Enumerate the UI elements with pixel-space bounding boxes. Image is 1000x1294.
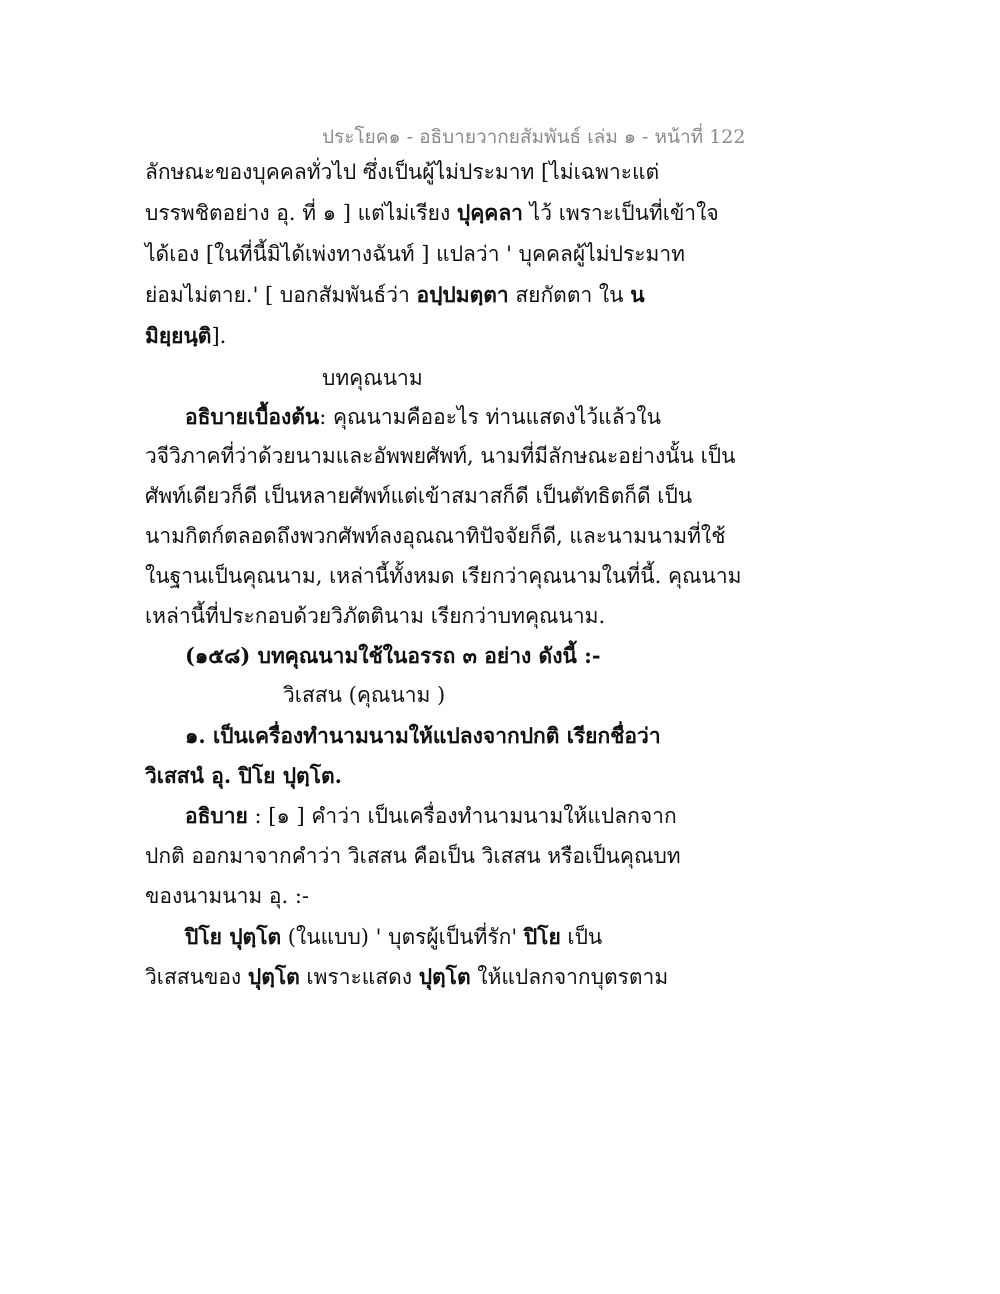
text-run: ของนามนาม อุ. :-	[145, 884, 310, 908]
text-line	[185, 721, 661, 751]
text-line	[145, 481, 692, 511]
text-run: : คุณนามคืออะไร ท่านแสดงไว้แล้วใน	[319, 405, 661, 429]
text-run: ในฐานเป็นคุณนาม, เหล่านี้ทั้งหมด เรียกว่าคุณนามในที่นี้. คุณนาม	[145, 564, 742, 588]
section-title	[322, 363, 423, 393]
text-run: : [๑ ] คำว่า เป็นเครื่องทำนามนามให้แปลกจาก	[247, 804, 677, 828]
text-line	[145, 239, 685, 269]
text-line	[145, 601, 605, 631]
text-line	[145, 761, 342, 791]
text-line	[145, 962, 668, 992]
text-line	[145, 441, 735, 471]
text-run: ได้เอง [ในที่นี้มิได้เพ่งทางฉันท์ ] แปลว่า ' บุคคลผู้ไม่ประมาท	[145, 242, 685, 266]
page-header: ประโยค๑ - อธิบายวากยสัมพันธ์ เล่ม ๑ - หน้าที่ 122	[322, 126, 746, 148]
text-run: (ในแบบ) ' บุตรผู้เป็นที่รัก'	[281, 925, 524, 949]
bold-heading: (๑๕๘) บทคุณนามใช้ในอรรถ ๓ อย่าง ดังนี้ :-	[185, 643, 601, 668]
text-line	[145, 521, 725, 551]
bold-term: อธิบายเบื้องต้น	[185, 404, 320, 429]
text-run: ปกติ ออกมาจากคำว่า วิเสสน คือเป็น วิเสสน หรือเป็นคุณบท	[145, 844, 681, 868]
text-run: เพราะแสดง	[299, 965, 419, 989]
text-run: เหล่านี้ที่ประกอบด้วยวิภัตตินาม เรียกว่าบทคุณนาม.	[145, 604, 606, 628]
text-run: สยกัตตา ใน	[508, 283, 631, 307]
text-line	[145, 841, 681, 871]
text-line	[185, 402, 661, 432]
text-run: ].	[211, 324, 227, 348]
text-line	[185, 641, 601, 671]
text-line	[145, 157, 659, 187]
text-line	[145, 280, 645, 310]
text-line	[145, 198, 719, 228]
text-line	[145, 881, 309, 911]
text-run: เป็น	[560, 925, 603, 949]
text-line	[145, 561, 741, 591]
bold-term: ปุตฺโต	[418, 964, 471, 989]
text-run: วิเสสนของ	[145, 965, 248, 989]
bold-term: ปุตฺโต	[247, 964, 300, 989]
text-line	[185, 801, 677, 831]
bold-heading: ๑. เป็นเครื่องทำนามนามให้แปลงจากปกติ เรียกชื่อว่า	[185, 723, 661, 748]
bold-term: ปิโย ปุตฺโต	[185, 924, 282, 949]
subsection-title	[283, 680, 445, 710]
bold-term: อธิบาย	[185, 803, 248, 828]
bold-term: อปฺปมตฺตา	[416, 282, 509, 307]
text-run: ลักษณะของบุคคลทั่วไป ซึ่งเป็นผู้ไม่ประมาท [ไม่เฉพาะแต่	[145, 160, 660, 184]
text-line	[185, 922, 602, 952]
text-run: วจีวิภาคที่ว่าด้วยนามและอัพพยศัพท์, นามที่มีลักษณะอย่างนั้น เป็น	[145, 444, 736, 468]
text-run: ไว้ เพราะเป็นที่เข้าใจ	[522, 201, 719, 225]
text-run: บรรพชิตอย่าง อุ. ที่ ๑ ] แต่ไม่เรียง	[145, 201, 457, 225]
text-run: ย่อมไม่ตาย.' [ บอกสัมพันธ์ว่า	[145, 283, 417, 307]
bold-heading: วิเสสนํ อุ. ปิโย ปุตฺโต.	[145, 763, 342, 788]
bold-term: ปิโย	[523, 924, 561, 949]
text-run: นามกิตก์ตลอดถึงพวกศัพท์ลงอุณณาทิปัจจัยก็ดี, และนามนามที่ใช้	[145, 524, 726, 548]
text-run: ศัพท์เดียวก็ดี เป็นหลายศัพท์แต่เข้าสมาสก็ดี เป็นตัทธิตก็ดี เป็น	[145, 484, 693, 508]
section-title-text: บทคุณนาม	[322, 366, 423, 390]
bold-term: ปุคฺคลา	[456, 200, 523, 225]
subsection-title-text: วิเสสน (คุณนาม )	[283, 683, 446, 707]
bold-term: มิยฺยนฺติ	[145, 323, 212, 348]
bold-term: น	[630, 282, 645, 307]
text-run: ให้แปลกจากบุตรตาม	[470, 965, 669, 989]
text-line	[145, 321, 226, 351]
